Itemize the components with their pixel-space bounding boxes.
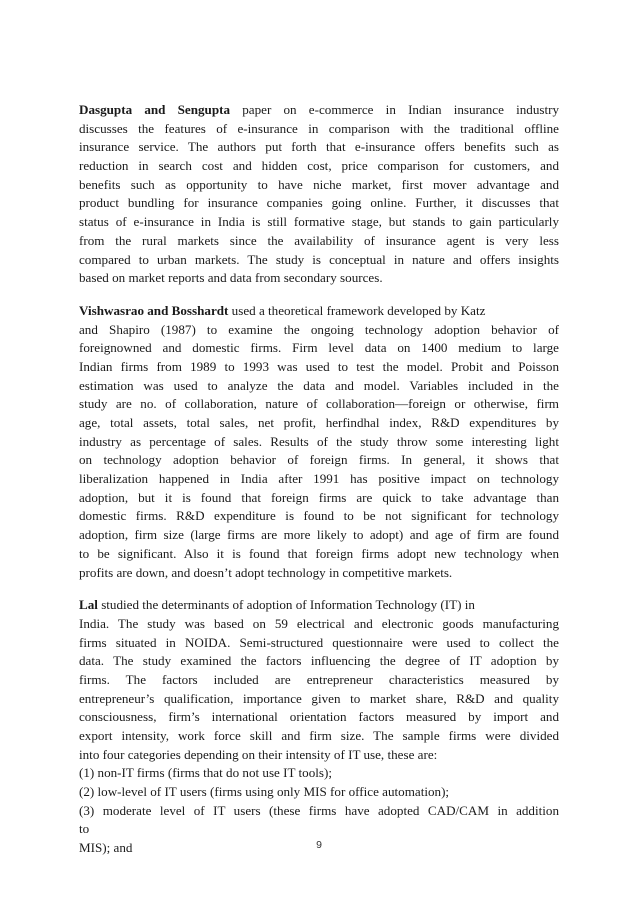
text-line: Lal studied the determinants of adoption of Information Technology (IT) in [79, 597, 475, 613]
text-line: data. The study examined the factors influencing the degree of IT adoption by [79, 653, 559, 669]
text-line: export intensity, work force skill and firm size. The sample firms were divided [79, 728, 559, 743]
text-line: industry as percentage of sales. Results of the study throw some interesting light [79, 433, 559, 449]
text-line: compared to urban markets. The study is conceptual in nature and offers insights [79, 251, 559, 267]
text-line: profits are down, and doesn’t adopt technology in competitive markets. [79, 564, 453, 580]
paragraph-dasgupta-sengupta [79, 101, 559, 288]
text-line: status of e-insurance in India is still formative stage, but stands to gain particularly [79, 214, 559, 230]
text-line: MIS); and [79, 840, 133, 856]
paragraph-vishwasrao-bosshardt [79, 302, 559, 582]
text-line: discusses the features of e-insurance in comparison with the traditional offline [79, 120, 559, 136]
text-line: to be significant. Also it is found that foreign firms adopt new technology when [79, 545, 559, 561]
text-line: Dasgupta and Sengupta paper on e-commerce in Indian insurance industry [79, 102, 560, 117]
list-item: (2) low-level of IT users (firms using only MIS for office automation); [79, 784, 450, 800]
text-line: adoption, but it is found that foreign firms are quick to take advantage than [79, 489, 559, 505]
text-line: firms. The factors included are entrepreneur characteristics measured by [79, 671, 559, 687]
text-line: entrepreneur’s qualification, importance given to market share, R&D and quality [79, 690, 559, 706]
text-line: insurance service. The authors put forth that e-insurance offers benefits such as [79, 139, 559, 155]
text-line: consciousness, firm’s international orientation factors measured by import and [79, 709, 559, 725]
text-line: foreignowned and domestic firms. Firm level data on 1400 medium to large [79, 340, 559, 356]
text-line: adoption, firm size (large firms are more likely to adopt) and age of firm are found [79, 527, 559, 543]
text-line: benefits such as opportunity to have niche market, first mover advantage and [79, 176, 559, 192]
text-line: to [79, 821, 90, 837]
list-item: (1) non-IT firms (firms that do not use IT tools); [79, 765, 332, 781]
text-line: estimation was used to analyze the data and model. Variables included in the [79, 377, 559, 393]
text-line: domestic firms. R&D expenditure is found to be not significant for technology [79, 508, 559, 524]
text-line: reduction in search cost and hidden cost, price comparison for customers, and [79, 158, 559, 174]
page-number: 9 [316, 839, 322, 851]
author-lead: Lal [79, 597, 98, 613]
text-line: Indian firms from 1989 to 1993 was used to test the model. Probit and Poisson [79, 358, 559, 374]
text-line: on technology adoption behavior of foreign firms. In general, it shows that [79, 452, 559, 468]
author-lead: Dasgupta and Sengupta [79, 102, 231, 117]
text-line: firms situated in NOIDA. Semi-structured questionnaire were used to collect the [79, 634, 559, 650]
text-line: India. The study was based on 59 electrical and electronic goods manufacturing [79, 615, 559, 631]
text-line: from the rural markets since the availability of insurance agent is very less [79, 232, 559, 248]
text-line: based on market reports and data from secondary sources. [79, 270, 383, 286]
text-line: liberalization happened in India after 1991 has positive impact on technology [79, 471, 559, 487]
text-line: age, total assets, total sales, net profit, herfindhal index, R&D expenditures by [79, 415, 559, 430]
paragraph-lal [79, 596, 559, 858]
document-body [79, 101, 559, 872]
text-line: into four categories depending on their intensity of IT use, these are: [79, 746, 438, 762]
text-line: study are no. of collaboration, nature of collaboration—foreign or otherwise, firm [79, 396, 559, 412]
text-line: Vishwasrao and Bosshardt used a theoretical framework developed by Katz [79, 302, 486, 318]
author-lead: Vishwasrao and Bosshardt [79, 302, 229, 318]
text-line: product bundling for insurance companies going online. Further, it discusses that [79, 195, 559, 211]
text-line: and Shapiro (1987) to examine the ongoing technology adoption behavior of [79, 321, 559, 337]
list-item: (3) moderate level of IT users (these firms have adopted CAD/CAM in addition [79, 802, 559, 818]
